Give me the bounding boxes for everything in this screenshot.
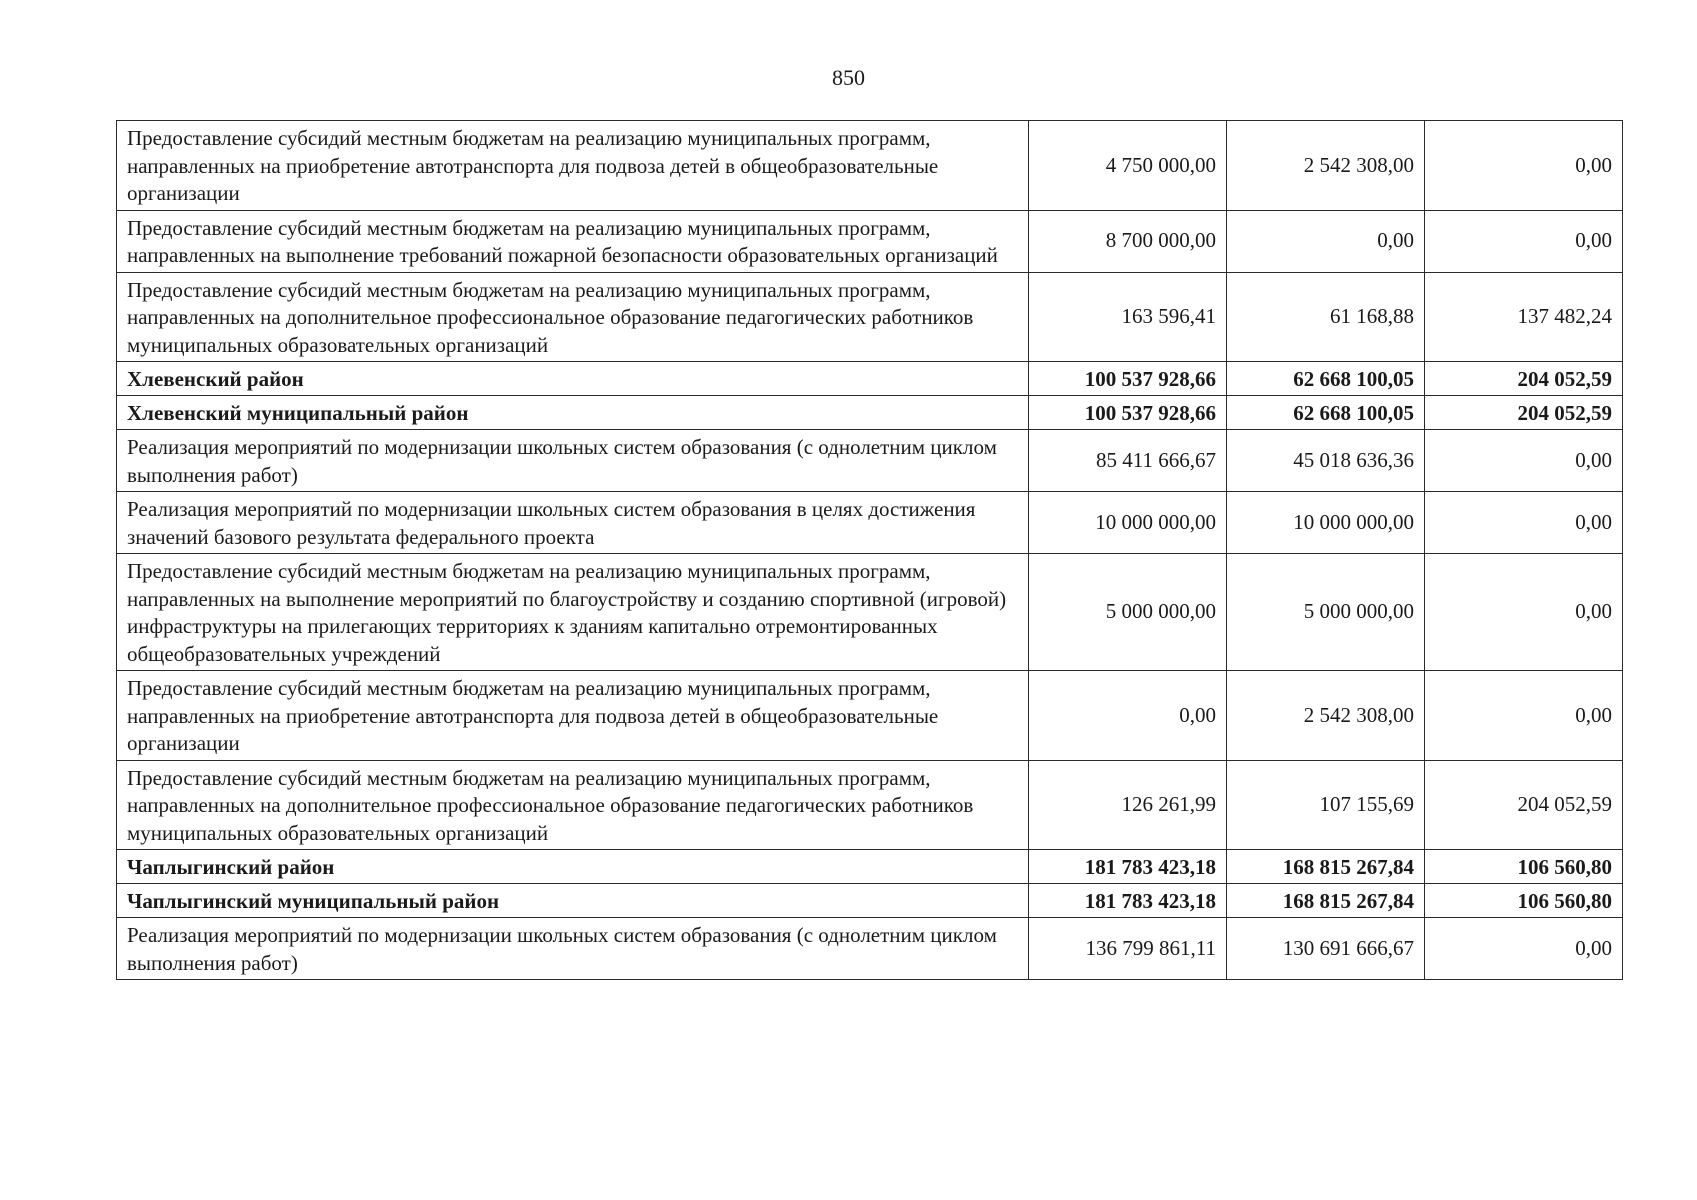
row-description: Предоставление субсидий местным бюджетам на реализацию муниципальных программ, направленных на дополнительное профессиональное образование педагогических работников муниципальных образовательных организаций [117, 760, 1029, 850]
row-value-2: 5 000 000,00 [1227, 554, 1425, 671]
row-value-3: 0,00 [1425, 671, 1623, 761]
row-value-3: 137 482,24 [1425, 272, 1623, 362]
table-row-subtotal [117, 396, 1623, 430]
row-value-2: 62 668 100,05 [1227, 396, 1425, 430]
row-description: Предоставление субсидий местным бюджетам на реализацию муниципальных программ, направленных на выполнение требований пожарной безопасности образовательных организаций [117, 210, 1029, 272]
row-value-1: 4 750 000,00 [1029, 121, 1227, 211]
budget-table [116, 120, 1623, 980]
table-row [117, 918, 1623, 980]
row-description: Предоставление субсидий местным бюджетам на реализацию муниципальных программ, направленных на дополнительное профессиональное образование педагогических работников муниципальных образовательных организаций [117, 272, 1029, 362]
row-value-3: 0,00 [1425, 210, 1623, 272]
row-value-1: 0,00 [1029, 671, 1227, 761]
row-value-1: 163 596,41 [1029, 272, 1227, 362]
row-value-3: 204 052,59 [1425, 396, 1623, 430]
row-value-1: 181 783 423,18 [1029, 884, 1227, 918]
table-row [117, 760, 1623, 850]
row-value-2: 168 815 267,84 [1227, 850, 1425, 884]
row-description: Чаплыгинский муниципальный район [117, 884, 1029, 918]
row-description: Хлевенский район [117, 362, 1029, 396]
row-value-2: 0,00 [1227, 210, 1425, 272]
row-description: Предоставление субсидий местным бюджетам на реализацию муниципальных программ, направленных на приобретение автотранспорта для подвоза детей в общеобразовательные организации [117, 121, 1029, 211]
row-value-2: 62 668 100,05 [1227, 362, 1425, 396]
row-description: Предоставление субсидий местным бюджетам на реализацию муниципальных программ, направленных на выполнение мероприятий по благоустройству и созданию спортивной (игровой) инфраструктуры на прилегающих территориях к зданиям капитально отремонтированных общеобразовательных учреждений [117, 554, 1029, 671]
row-value-3: 0,00 [1425, 121, 1623, 211]
row-value-3: 0,00 [1425, 430, 1623, 492]
table-row [117, 430, 1623, 492]
table-row [117, 210, 1623, 272]
row-value-2: 130 691 666,67 [1227, 918, 1425, 980]
table-row-subtotal [117, 362, 1623, 396]
row-value-3: 204 052,59 [1425, 362, 1623, 396]
row-description: Реализация мероприятий по модернизации школьных систем образования в целях достижения значений базового результата федерального проекта [117, 492, 1029, 554]
row-description: Хлевенский муниципальный район [117, 396, 1029, 430]
row-value-2: 61 168,88 [1227, 272, 1425, 362]
row-value-3: 0,00 [1425, 554, 1623, 671]
row-description: Реализация мероприятий по модернизации школьных систем образования (с однолетним циклом выполнения работ) [117, 918, 1029, 980]
table-row [117, 671, 1623, 761]
row-value-3: 0,00 [1425, 918, 1623, 980]
table-row [117, 492, 1623, 554]
row-value-1: 100 537 928,66 [1029, 362, 1227, 396]
table-row-subtotal [117, 850, 1623, 884]
row-value-2: 107 155,69 [1227, 760, 1425, 850]
row-value-2: 45 018 636,36 [1227, 430, 1425, 492]
row-description: Предоставление субсидий местным бюджетам на реализацию муниципальных программ, направленных на приобретение автотранспорта для подвоза детей в общеобразовательные организации [117, 671, 1029, 761]
row-value-1: 8 700 000,00 [1029, 210, 1227, 272]
row-value-2: 2 542 308,00 [1227, 121, 1425, 211]
row-value-1: 126 261,99 [1029, 760, 1227, 850]
table-row [117, 272, 1623, 362]
row-value-1: 100 537 928,66 [1029, 396, 1227, 430]
row-value-3: 106 560,80 [1425, 884, 1623, 918]
row-value-2: 2 542 308,00 [1227, 671, 1425, 761]
row-value-1: 136 799 861,11 [1029, 918, 1227, 980]
row-value-1: 10 000 000,00 [1029, 492, 1227, 554]
row-value-3: 204 052,59 [1425, 760, 1623, 850]
row-value-2: 168 815 267,84 [1227, 884, 1425, 918]
row-value-2: 10 000 000,00 [1227, 492, 1425, 554]
table-row-subtotal [117, 884, 1623, 918]
row-value-3: 0,00 [1425, 492, 1623, 554]
table-row [117, 121, 1623, 211]
row-description: Реализация мероприятий по модернизации школьных систем образования (с однолетним циклом выполнения работ) [117, 430, 1029, 492]
page-number: 850 [832, 65, 865, 90]
row-description: Чаплыгинский район [117, 850, 1029, 884]
row-value-1: 181 783 423,18 [1029, 850, 1227, 884]
row-value-1: 5 000 000,00 [1029, 554, 1227, 671]
row-value-1: 85 411 666,67 [1029, 430, 1227, 492]
table-row [117, 554, 1623, 671]
row-value-3: 106 560,80 [1425, 850, 1623, 884]
